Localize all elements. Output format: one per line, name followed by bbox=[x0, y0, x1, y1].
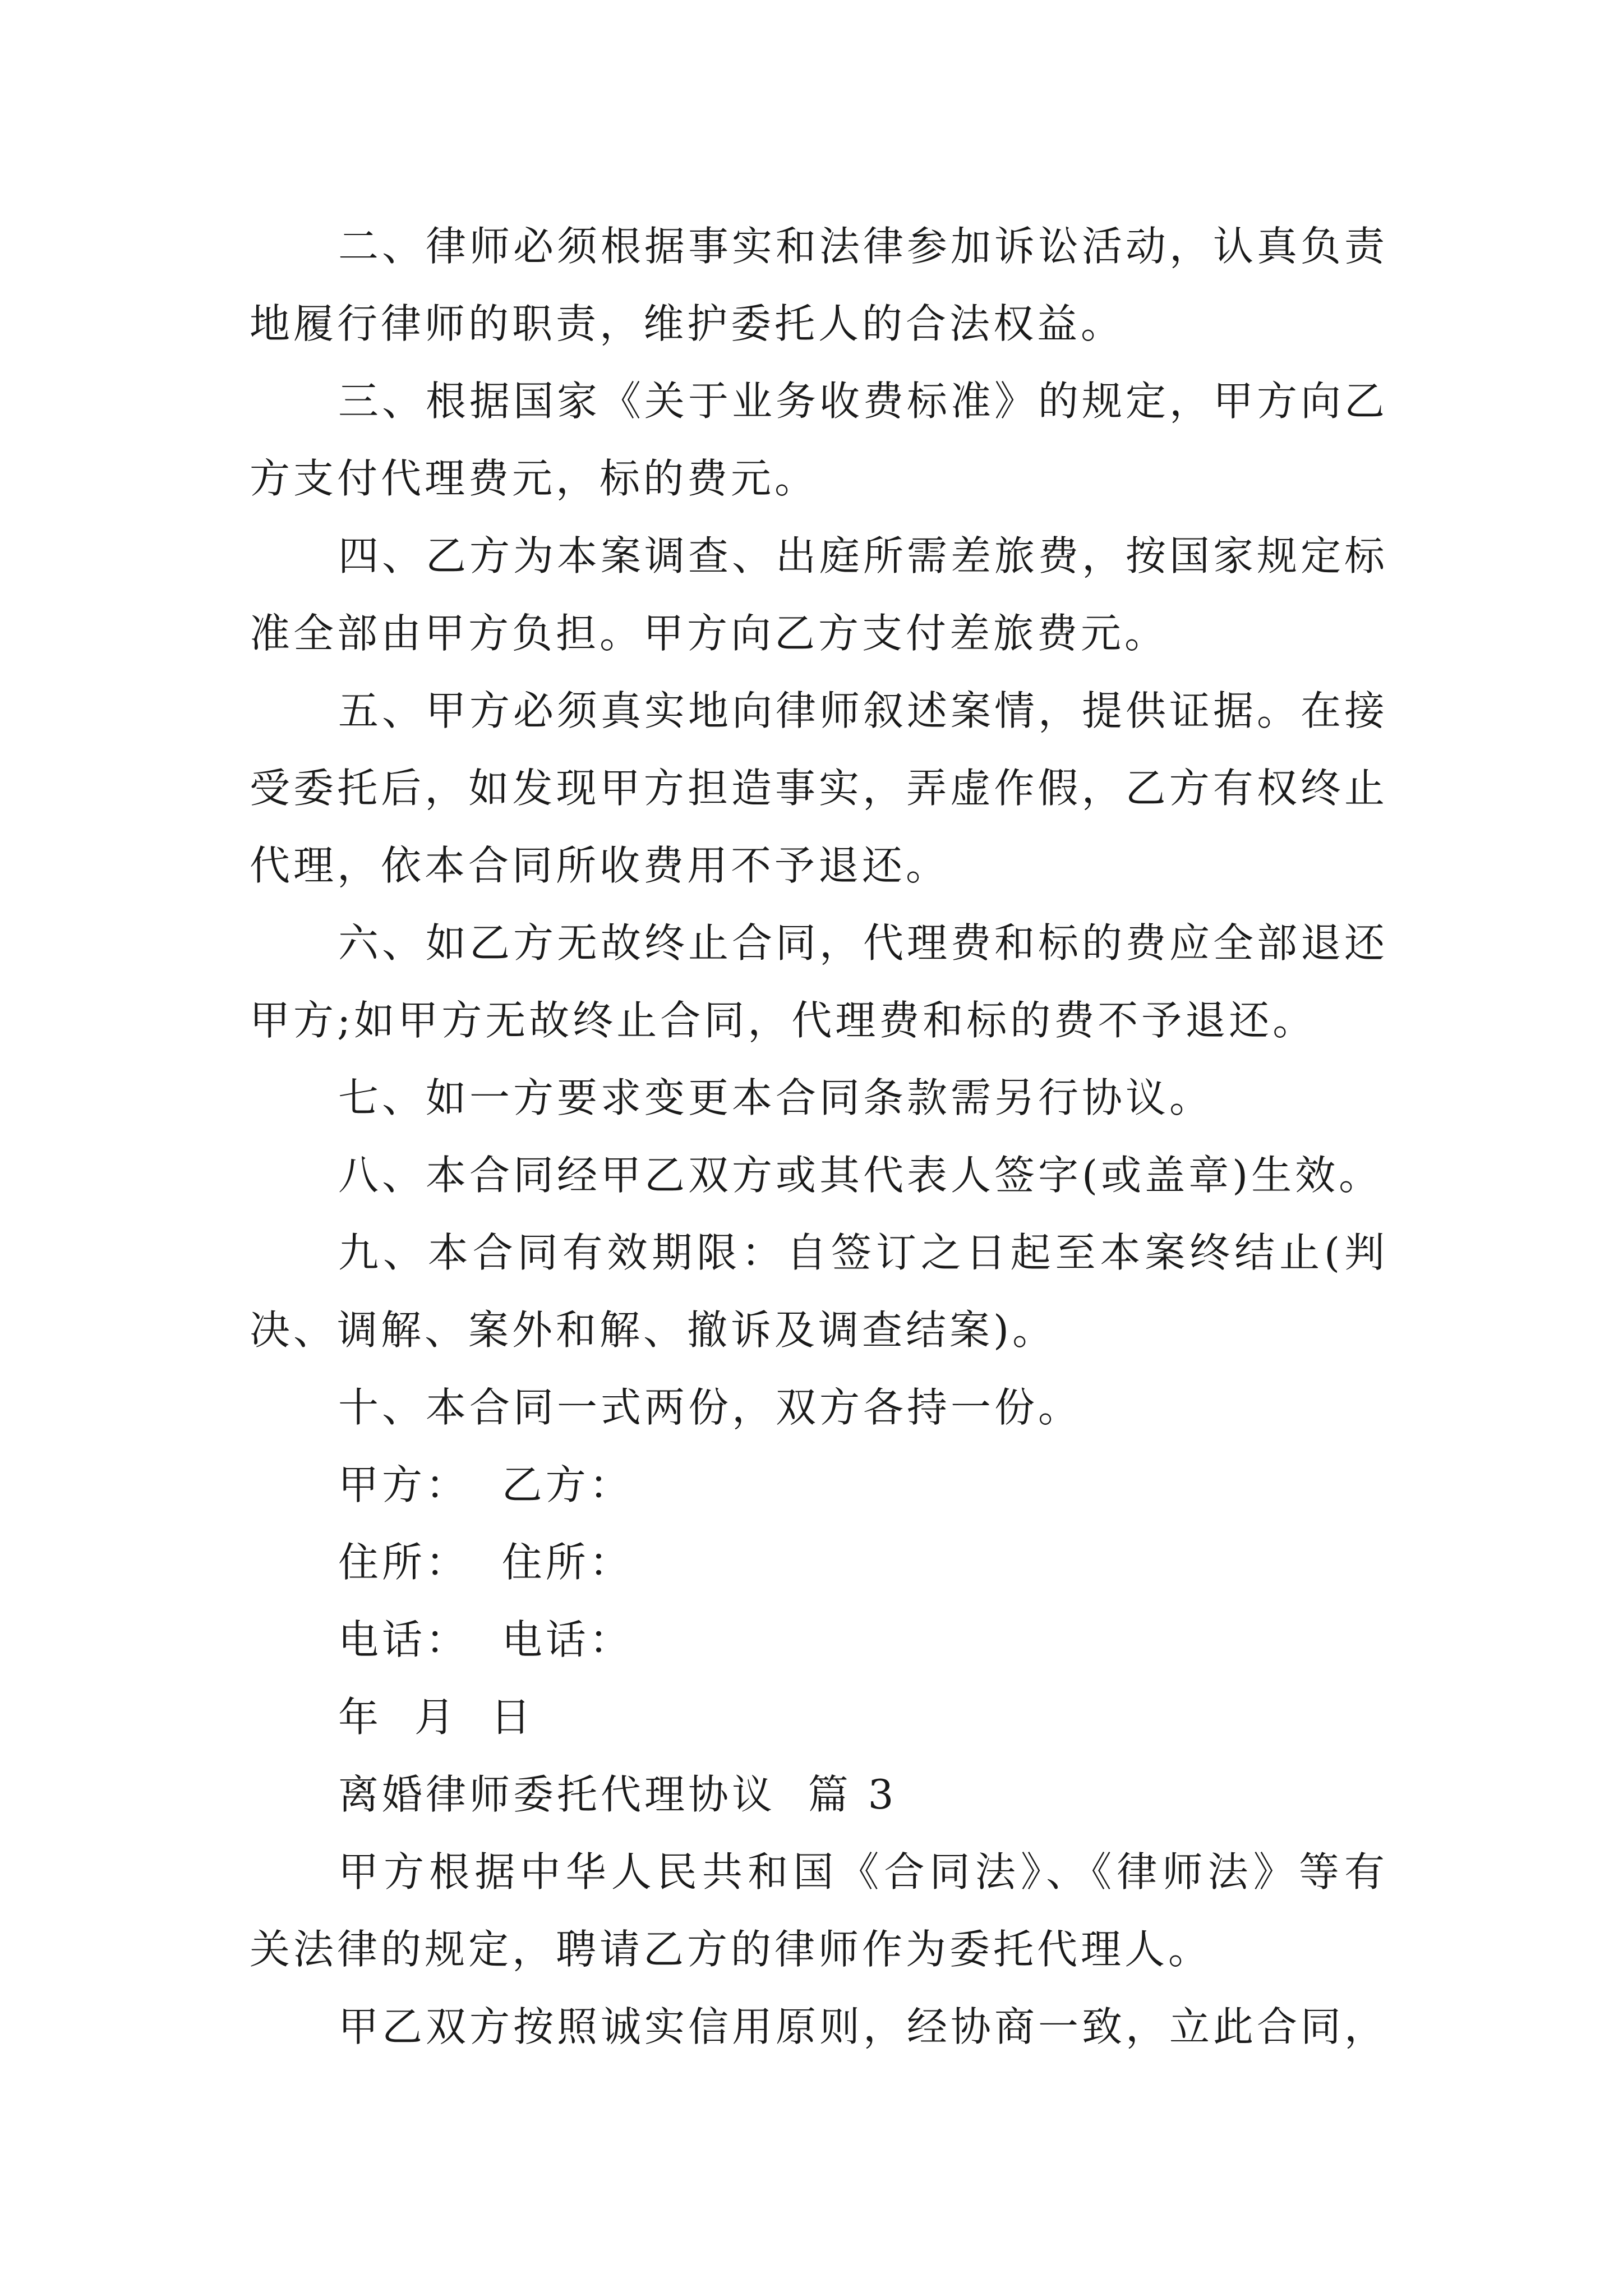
clause-7: 七、如一方要求变更本合同条款需另行协议。 bbox=[338, 1074, 1214, 1121]
clause-10: 十、本合同一式两份，双方各持一份。 bbox=[338, 1384, 1082, 1431]
signature-phone-line: 电话： 电话： bbox=[338, 1616, 633, 1663]
clause-8: 八、本合同经甲乙双方或其代表人签字(或盖章)生效。 bbox=[338, 1152, 1383, 1199]
signature-date-line: 年 月 日 bbox=[338, 1694, 534, 1741]
clause-3: 三、根据国家《关于业务收费标准》的规定，甲方向乙方支付代理费元，标的费元。 bbox=[250, 378, 1389, 502]
clause-2: 二、律师必须根据事实和法律参加诉讼活动，认真负责地履行律师的职责，维护委托人的合法权益。 bbox=[250, 223, 1389, 347]
clause-5: 五、甲方必须真实地向律师叙述案情，提供证据。在接受委托后，如发现甲方担造事实，弄虚作假，乙方有权终止代理，依本合同所收费用不予退还。 bbox=[250, 687, 1389, 889]
clause-9: 九、本合同有效期限：自签订之日起至本案终结止(判决、调解、案外和解、撤诉及调查结案)。 bbox=[250, 1229, 1388, 1354]
clause-6: 六、如乙方无故终止合同，代理费和标的费应全部退还甲方;如甲方无故终止合同，代理费和标的费不予退还。 bbox=[250, 919, 1389, 1044]
signature-address-line: 住所： 住所： bbox=[338, 1539, 633, 1586]
intro-paragraph-2: 甲乙双方按照诚实信用原则，经协商一致，立此合同， bbox=[338, 2003, 1389, 2050]
signature-party-line: 甲方： 乙方： bbox=[338, 1461, 633, 1508]
section-heading: 离婚律师委托代理协议 篇 3 bbox=[338, 1771, 897, 1818]
intro-paragraph-1: 甲方根据中华人民共和国《合同法》、《律师法》等有关法律的规定，聘请乙方的律师作为委托代理人。 bbox=[250, 1848, 1388, 1973]
clause-4: 四、乙方为本案调查、出庭所需差旅费，按国家规定标准全部由甲方负担。甲方向乙方支付差旅费元。 bbox=[250, 532, 1389, 657]
